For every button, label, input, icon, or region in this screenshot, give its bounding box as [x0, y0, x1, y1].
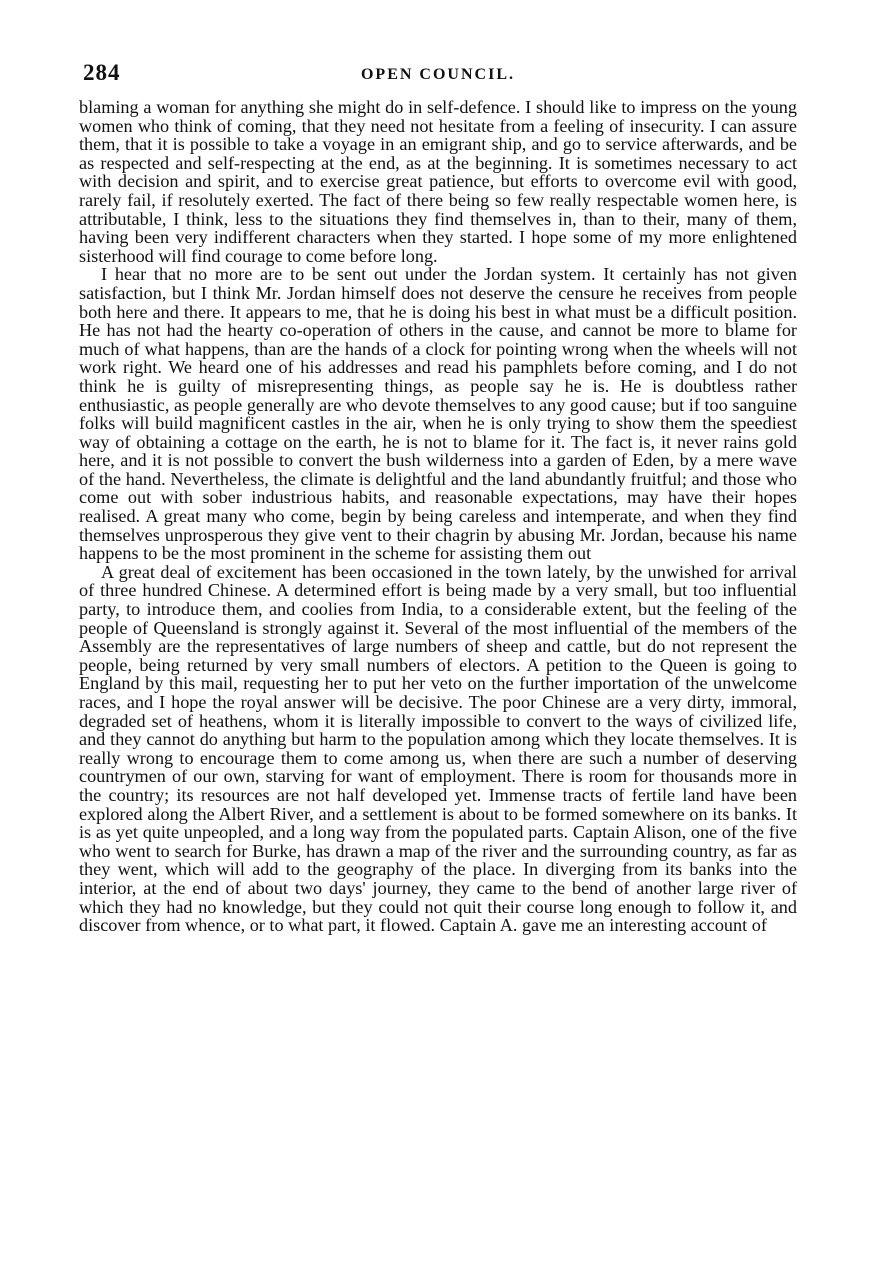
- page-header: [79, 60, 797, 94]
- page-number: 284: [83, 60, 121, 85]
- paragraph-1: blaming a woman for anything she might do in self-defence. I should like to impress on the young women who think of coming, that they need not hesitate from a feeling of insecurity. I can assure them, that it is possible to take a voyage in an emigrant ship, and go to service afterwards, and be as respected and self-respecting at the end, as at the beginning. It is sometimes necessary to act with decision and spirit, and to exercise great patience, but efforts to overcome evil with good, rarely fail, if resolutely exerted. The fact of there being so few really respectable women here, is attributable, I think, less to the situations they find themselves in, than to their, many of them, having been very indifferent characters when they started. I hope some of my more enlightened sisterhood will find courage to come before long.: [79, 97, 797, 266]
- paragraph-2: I hear that no more are to be sent out under the Jordan system. It certainly has not given satisfaction, but I think Mr. Jordan himself does not deserve the censure he receives from people both here and there. It appears to me, that he is doing his best in what must be a difficult position. He has not had the hearty co-operation of others in the cause, and cannot be more to blame for much of what happens, than are the hands of a clock for pointing wrong when the wheels will not work right. We heard one of his addresses and read his pamphlets before coming, and I do not think he is guilty of misrepresenting things, as people say he is. He is doubtless rather enthusiastic, as people generally are who devote themselves to any good cause; but if too sanguine folks will build magnificent castles in the air, when he is only trying to show them the speediest way of obtaining a cottage on the earth, he is not to blame for it. The fact is, it never rains gold here, and it is not possible to convert the bush wilderness into a garden of Eden, by a mere wave of the hand. Nevertheless, the climate is delightful and the land abundantly fruitful; and those who come out with sober industrious habits, and reasonable expectations, may have their hopes realised. A great many who come, begin by being careless and intemperate, and when they find themselves unprosperous they give vent to their chagrin by abusing Mr. Jordan, because his name happens to be the most prominent in the scheme for assisting them out: [79, 264, 797, 564]
- paragraph-3: A great deal of excitement has been occasioned in the town lately, by the unwished for arrival of three hundred Chinese. A determined effort is being made by a very small, but too influential party, to introduce them, and coolies from India, to a considerable extent, but the feeling of the people of Queensland is strongly against it. Several of the most influential of the members of the Assembly are the representatives of large numbers of sheep and cattle, but do not represent the people, being returned by very small numbers of electors. A petition to the Queen is going to England by this mail, requesting her to put her veto on the further importation of the unwelcome races, and I hope the royal answer will be decisive. The poor Chinese are a very dirty, immoral, degraded set of heathens, whom it is literally impossible to convert to the ways of civilized life, and they cannot do anything but harm to the population among which they locate themselves. It is really wrong to encourage them to come among us, when there are such a number of deserving countrymen of our own, starving for want of employment. There is room for thousands more in the country; its resources are not half developed yet. Immense tracts of fertile land have been explored along the Albert River, and a settlement is about to be formed somewhere on its banks. It is as yet quite unpeopled, and a long way from the populated parts. Captain Alison, one of the five who went to search for Burke, has drawn a map of the river and the surrounding country, as far as they went, which will add to the geography of the place. In diverging from its banks into the interior, at the end of about two days' journey, they came to the bend of another large river of which they had no knowledge, but they could not quit their course long enough to follow it, and discover from whence, or to what part, it flowed. Captain A. gave me an interesting account of: [79, 561, 797, 936]
- running-title: OPEN COUNCIL.: [360, 66, 515, 83]
- page: [79, 60, 797, 935]
